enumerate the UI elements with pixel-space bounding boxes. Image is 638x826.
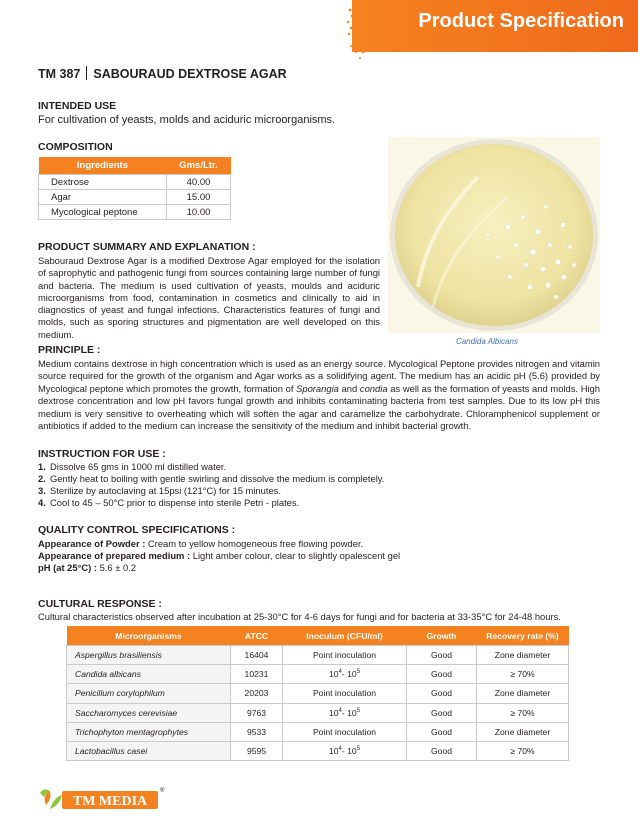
composition-table [38,157,231,220]
col-microorganisms: Microorganisms [67,626,231,646]
table-row [67,741,569,760]
organism-cell: Penicillum corylophilum [67,684,231,703]
summary-heading: PRODUCT SUMMARY AND EXPLANATION : [38,241,256,253]
instruction-step [38,485,281,497]
product-code: TM 387 [38,67,81,81]
col-growth: Growth [407,626,477,646]
inoc-base: 10 [328,746,339,757]
principle-text-part: Medium contains dextrose in high concentration which is used as an energy source. Mycological Peptone provides nitrogen and vitamin source required for the growth of the organism and Agar works as a solidifying agent. The medium has an acidic pH (5.6) provided by Mycological peptone which promotes the growth, formation of [38,358,600,394]
recovery-cell: Zone diameter [477,684,569,703]
tm-media-logo [36,783,166,813]
organism-cell: Trichophyton mentagrophytes [67,722,231,741]
inoculum-cell: Point inoculation [283,646,407,665]
ingredient-cell: Mycological peptone [39,205,167,220]
step-number: 2. [38,473,46,484]
quality-prepared-label: Appearance of prepared medium : [38,550,193,561]
quality-ph [38,562,136,574]
step-text: Sterilize by autoclaving at 15psi (121°C) for 15 minutes. [50,485,281,496]
petri-plate-image [388,137,600,333]
table-row [67,722,569,741]
inoc-exp: 5 [356,707,361,714]
step-text: Dissolve 65 gms in 1000 ml distilled water. [50,461,227,472]
inoc-base: 10 [328,669,339,680]
growth-cell: Good [407,741,477,760]
table-row [67,646,569,665]
recovery-cell: ≥ 70% [477,665,569,684]
amount-cell: 10.00 [167,205,231,220]
col-inoculum: Inoculum (CFU/ml) [283,626,407,646]
inoculum-cell: Point inoculation [283,684,407,703]
step-number: 1. [38,461,46,472]
principle-text-part: as well as the formation of yeasts and molds. High dextrose concentration and low pH favors fungal growth and inhibits contaminating bacteria from test samples. Due to its low pH this medium is very sensitive to overheating which will soften the agar and caramelize the carbohydrate. Chloramphenicol supplement or antibiotics if added to the medium can increase the sensitivity of the medium and inhibit bacterial growth. [38,382,600,432]
organism-cell: Lactobacillus casei [67,741,231,760]
principle-italic-sporangia: Sporangia [296,382,339,394]
intended-use-text: For cultivation of yeasts, molds and aciduric microorganisms. [38,114,336,126]
table-row [67,665,569,684]
inoc-mid: - 10 [341,669,357,680]
atcc-cell: 9763 [231,703,283,722]
title-divider [86,66,87,80]
recovery-cell: Zone diameter [477,646,569,665]
col-amount: Gms/Ltr. [167,157,231,175]
inoculum-cell [283,665,407,684]
table-row [39,205,231,220]
inoc-exp: 5 [356,746,361,753]
quality-prepared-value: Light amber colour, clear to slightly opalescent gel [192,550,401,561]
table-row [67,684,569,703]
inoc-exp: 5 [356,669,361,676]
product-name: SABOURAUD DEXTROSE AGAR [93,67,287,81]
quality-powder [38,538,363,550]
step-text: Cool to 45 – 50°C prior to dispense into sterile Petri - plates. [50,497,300,508]
header-banner [352,0,638,52]
quality-heading: QUALITY CONTROL SPECIFICATIONS : [38,524,236,536]
step-text: Gently heat to boiling with gentle swirling and dissolve the medium is completely. [50,473,385,484]
cultural-text: Cultural characteristics observed after incubation at 25-30°C for 4-6 days for fungi and for bacteria at 33-35°C for 24-48 hours. [38,611,561,622]
image-caption: Candida Albicans [456,337,518,346]
principle-text-part: and [338,382,360,394]
inoc-exp: 4 [338,707,342,714]
cultural-heading: CULTURAL RESPONSE : [38,598,162,610]
col-recovery-rate: Recovery rate (%) [477,626,569,646]
composition-header-row [39,157,231,175]
atcc-cell: 10231 [231,665,283,684]
organism-cell: Aspergillus brasiliensis [67,646,231,665]
principle-heading: PRINCIPLE : [38,344,101,356]
inoc-mid: - 10 [341,746,357,757]
amount-cell: 40.00 [167,175,231,190]
growth-cell: Good [407,703,477,722]
table-row [39,175,231,190]
ingredient-cell: Dextrose [39,175,167,190]
recovery-cell: Zone diameter [477,722,569,741]
instruction-step [38,497,299,509]
atcc-cell: 20203 [231,684,283,703]
table-row [67,703,569,722]
quality-prepared [38,550,400,562]
atcc-cell: 16404 [231,646,283,665]
organism-cell: Candida albicans [67,665,231,684]
inoc-exp: 4 [338,669,342,676]
inoculum-cell: Point inoculation [283,722,407,741]
intended-use-heading: INTENDED USE [38,100,117,112]
summary-text: Sabouraud Dextrose Agar is a modified Dextrose Agar employed for the isolation of saprophytic and pathogenic fungi from sources containing large number of fungi and bacteria. The medium is used cultivation of yeasts, moulds and aciduric microorganisms from food, contamination in cosmetics and clinically to aid in diagnostics of yeast and fungal infections. Characteristics features of fungi and molds, such as sporing structures and pigmentation are well developed on this medium. [38,255,380,340]
quality-powder-value: Cream to yellow homogeneous free flowing powder. [147,538,364,549]
product-title [38,66,287,81]
growth-cell: Good [407,646,477,665]
logo-text: TM MEDIA [72,794,148,809]
inoc-mid: - 10 [341,707,357,718]
col-atcc: ATCC [231,626,283,646]
cultural-header-row [67,626,569,646]
atcc-cell: 9595 [231,741,283,760]
leaf-icon [40,789,62,809]
atcc-cell: 9533 [231,722,283,741]
inoc-exp: 4 [338,746,342,753]
ingredient-cell: Agar [39,190,167,205]
recovery-cell: ≥ 70% [477,741,569,760]
inoculum-cell [283,741,407,760]
instruction-step [38,461,226,473]
col-ingredients: Ingredients [39,157,167,175]
composition-heading: COMPOSITION [38,141,113,153]
quality-ph-label: pH (at 25°C) : [38,562,100,573]
quality-powder-label: Appearance of Powder : [38,538,148,549]
step-number: 3. [38,485,46,496]
growth-cell: Good [407,684,477,703]
registered-mark: ® [160,788,165,794]
step-number: 4. [38,497,46,508]
quality-ph-value: 5.6 ± 0.2 [99,562,136,573]
principle-text [38,358,600,432]
amount-cell: 15.00 [167,190,231,205]
principle-italic-condia: condia [359,382,388,394]
growth-cell: Good [407,722,477,741]
inoc-base: 10 [328,707,339,718]
header-title: Product Specification [418,10,624,32]
cultural-response-table [66,626,569,761]
instruction-heading: INSTRUCTION FOR USE : [38,448,166,460]
organism-cell: Saccharomyces cerevisiae [67,703,231,722]
instruction-step [38,473,384,485]
growth-cell: Good [407,665,477,684]
inoculum-cell [283,703,407,722]
table-row [39,190,231,205]
recovery-cell: ≥ 70% [477,703,569,722]
